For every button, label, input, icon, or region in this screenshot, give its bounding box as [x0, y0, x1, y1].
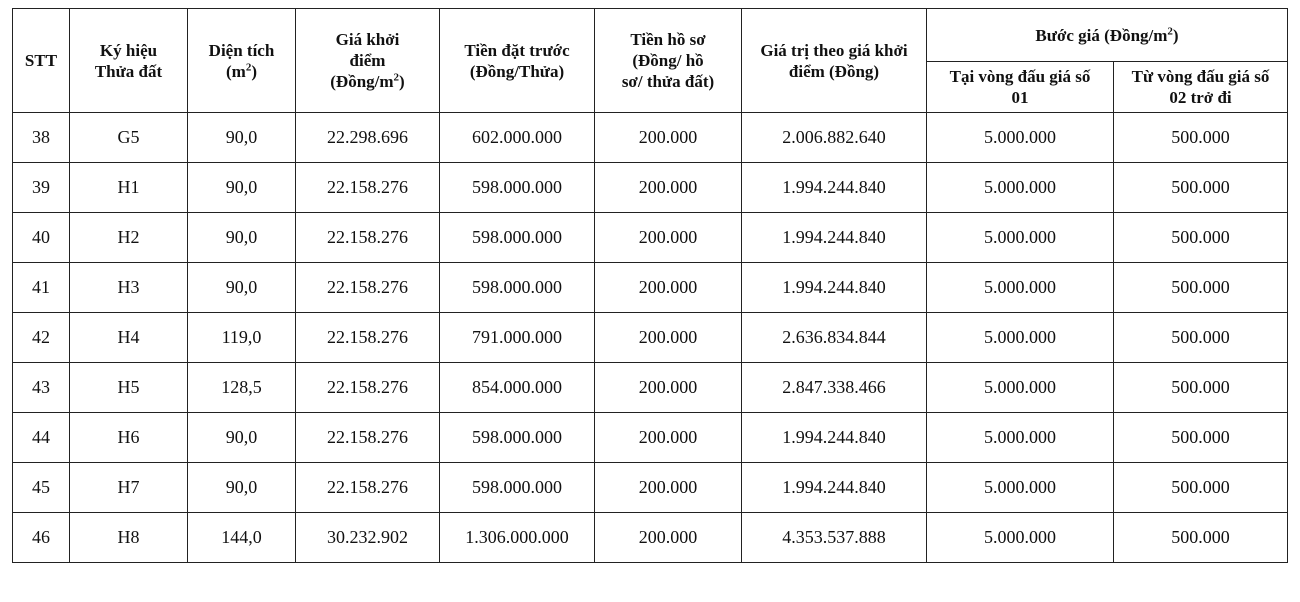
- table-row: [13, 163, 1288, 213]
- header-gia-khoi-diem-label: Giá khởi điểm: [335, 30, 400, 70]
- cell-vong-01: 5.000.000: [927, 163, 1114, 213]
- table-row: [13, 413, 1288, 463]
- cell-gia-khoi-diem: 30.232.902: [296, 513, 440, 563]
- cell-vong-02: 500.000: [1114, 263, 1288, 313]
- cell-gia-tri: 4.353.537.888: [742, 513, 927, 563]
- header-vong-01: [927, 62, 1114, 113]
- header-tien-dat-truoc-text: Tiền đặt trước (Đồng/Thửa): [464, 40, 570, 81]
- cell-tien-ho-so: 200.000: [595, 363, 742, 413]
- header-gia-khoi-diem-sup: 2: [393, 71, 400, 84]
- land-auction-table: [12, 8, 1288, 563]
- cell-gia-tri: 1.994.244.840: [742, 463, 927, 513]
- table-row: [13, 213, 1288, 263]
- cell-vong-02: 500.000: [1114, 113, 1288, 163]
- header-ky-hieu-text: Ký hiệu Thửa đất: [94, 40, 163, 81]
- header-gia-khoi-diem-close: ): [399, 72, 405, 91]
- cell-gia-tri: 2.636.834.844: [742, 313, 927, 363]
- cell-dien-tich: 90,0: [188, 413, 296, 463]
- table-row: [13, 513, 1288, 563]
- cell-ky-hieu: H5: [70, 363, 188, 413]
- cell-stt: 44: [13, 413, 70, 463]
- cell-gia-tri: 1.994.244.840: [742, 263, 927, 313]
- header-gia-khoi-diem: [296, 9, 440, 113]
- cell-ky-hieu: H4: [70, 313, 188, 363]
- header-vong-02-text: Từ vòng đấu giá số 02 trở đi: [1131, 67, 1270, 107]
- cell-vong-02: 500.000: [1114, 413, 1288, 463]
- cell-vong-01: 5.000.000: [927, 513, 1114, 563]
- table-body: [13, 113, 1288, 563]
- cell-gia-khoi-diem: 22.158.276: [296, 163, 440, 213]
- header-buoc-gia-close: ): [1172, 25, 1179, 45]
- cell-dien-tich: 144,0: [188, 513, 296, 563]
- cell-tien-ho-so: 200.000: [595, 263, 742, 313]
- cell-dien-tich: 128,5: [188, 363, 296, 413]
- header-ky-hieu: [70, 9, 188, 113]
- cell-vong-02: 500.000: [1114, 463, 1288, 513]
- header-tien-ho-so-text: Tiền hồ sơ (Đồng/ hồ sơ/ thửa đất): [621, 30, 715, 91]
- cell-ky-hieu: H7: [70, 463, 188, 513]
- cell-ky-hieu: H1: [70, 163, 188, 213]
- header-dien-tich-close: ): [251, 61, 257, 81]
- header-vong-02: [1114, 62, 1288, 113]
- cell-vong-02: 500.000: [1114, 313, 1288, 363]
- cell-gia-khoi-diem: 22.158.276: [296, 313, 440, 363]
- cell-tien-dat-truoc: 598.000.000: [440, 213, 595, 263]
- header-dien-tich-label: Diện tích: [208, 40, 275, 60]
- cell-dien-tich: 90,0: [188, 213, 296, 263]
- cell-dien-tich: 90,0: [188, 463, 296, 513]
- cell-tien-dat-truoc: 791.000.000: [440, 313, 595, 363]
- cell-stt: 39: [13, 163, 70, 213]
- cell-dien-tich: 90,0: [188, 263, 296, 313]
- cell-vong-01: 5.000.000: [927, 363, 1114, 413]
- cell-vong-01: 5.000.000: [927, 463, 1114, 513]
- cell-tien-dat-truoc: 598.000.000: [440, 413, 595, 463]
- cell-stt: 41: [13, 263, 70, 313]
- cell-vong-02: 500.000: [1114, 163, 1288, 213]
- cell-tien-dat-truoc: 598.000.000: [440, 463, 595, 513]
- header-gia-tri-text: Giá trị theo giá khởi điểm (Đồng): [760, 40, 908, 81]
- cell-stt: 46: [13, 513, 70, 563]
- cell-tien-ho-so: 200.000: [595, 113, 742, 163]
- header-dien-tich-unit: (m: [226, 61, 246, 81]
- cell-gia-khoi-diem: 22.158.276: [296, 213, 440, 263]
- cell-stt: 38: [13, 113, 70, 163]
- cell-tien-ho-so: 200.000: [595, 163, 742, 213]
- cell-stt: 45: [13, 463, 70, 513]
- cell-tien-ho-so: 200.000: [595, 413, 742, 463]
- cell-tien-dat-truoc: 598.000.000: [440, 163, 595, 213]
- cell-gia-tri: 2.006.882.640: [742, 113, 927, 163]
- header-tien-dat-truoc: [440, 9, 595, 113]
- cell-gia-tri: 1.994.244.840: [742, 213, 927, 263]
- cell-gia-khoi-diem: 22.158.276: [296, 263, 440, 313]
- cell-tien-ho-so: 200.000: [595, 313, 742, 363]
- cell-ky-hieu: H8: [70, 513, 188, 563]
- cell-tien-dat-truoc: 1.306.000.000: [440, 513, 595, 563]
- cell-vong-02: 500.000: [1114, 363, 1288, 413]
- table-row: [13, 113, 1288, 163]
- header-vong-01-text: Tại vòng đấu giá số 01: [949, 67, 1091, 107]
- header-dien-tich-sup: 2: [245, 60, 252, 73]
- cell-ky-hieu: H2: [70, 213, 188, 263]
- cell-vong-01: 5.000.000: [927, 213, 1114, 263]
- cell-dien-tich: 90,0: [188, 113, 296, 163]
- cell-tien-dat-truoc: 854.000.000: [440, 363, 595, 413]
- header-buoc-gia: [927, 9, 1288, 62]
- header-tien-ho-so: [595, 9, 742, 113]
- table-row: [13, 263, 1288, 313]
- cell-gia-khoi-diem: 22.158.276: [296, 463, 440, 513]
- header-buoc-gia-label: Bước giá (Đồng/m: [1035, 25, 1168, 45]
- cell-vong-01: 5.000.000: [927, 113, 1114, 163]
- land-auction-table-wrapper: [12, 8, 1288, 563]
- cell-stt: 43: [13, 363, 70, 413]
- cell-tien-ho-so: 200.000: [595, 463, 742, 513]
- cell-tien-ho-so: 200.000: [595, 213, 742, 263]
- table-row: [13, 313, 1288, 363]
- cell-tien-ho-so: 200.000: [595, 513, 742, 563]
- cell-gia-tri: 1.994.244.840: [742, 163, 927, 213]
- cell-vong-01: 5.000.000: [927, 413, 1114, 463]
- cell-vong-01: 5.000.000: [927, 263, 1114, 313]
- cell-gia-tri: 2.847.338.466: [742, 363, 927, 413]
- header-buoc-gia-sup: 2: [1167, 24, 1173, 37]
- cell-gia-khoi-diem: 22.158.276: [296, 363, 440, 413]
- cell-ky-hieu: G5: [70, 113, 188, 163]
- cell-ky-hieu: H6: [70, 413, 188, 463]
- cell-ky-hieu: H3: [70, 263, 188, 313]
- table-header: [13, 9, 1288, 113]
- header-gia-khoi-diem-unit: (Đồng/m: [330, 72, 394, 91]
- cell-dien-tich: 90,0: [188, 163, 296, 213]
- cell-vong-02: 500.000: [1114, 513, 1288, 563]
- cell-dien-tich: 119,0: [188, 313, 296, 363]
- cell-gia-khoi-diem: 22.298.696: [296, 113, 440, 163]
- header-stt: STT: [13, 9, 70, 113]
- header-gia-tri: [742, 9, 927, 113]
- cell-tien-dat-truoc: 602.000.000: [440, 113, 595, 163]
- cell-vong-01: 5.000.000: [927, 313, 1114, 363]
- cell-gia-tri: 1.994.244.840: [742, 413, 927, 463]
- cell-gia-khoi-diem: 22.158.276: [296, 413, 440, 463]
- table-row: [13, 463, 1288, 513]
- table-row: [13, 363, 1288, 413]
- cell-stt: 40: [13, 213, 70, 263]
- header-dien-tich: [188, 9, 296, 113]
- cell-tien-dat-truoc: 598.000.000: [440, 263, 595, 313]
- cell-stt: 42: [13, 313, 70, 363]
- cell-vong-02: 500.000: [1114, 213, 1288, 263]
